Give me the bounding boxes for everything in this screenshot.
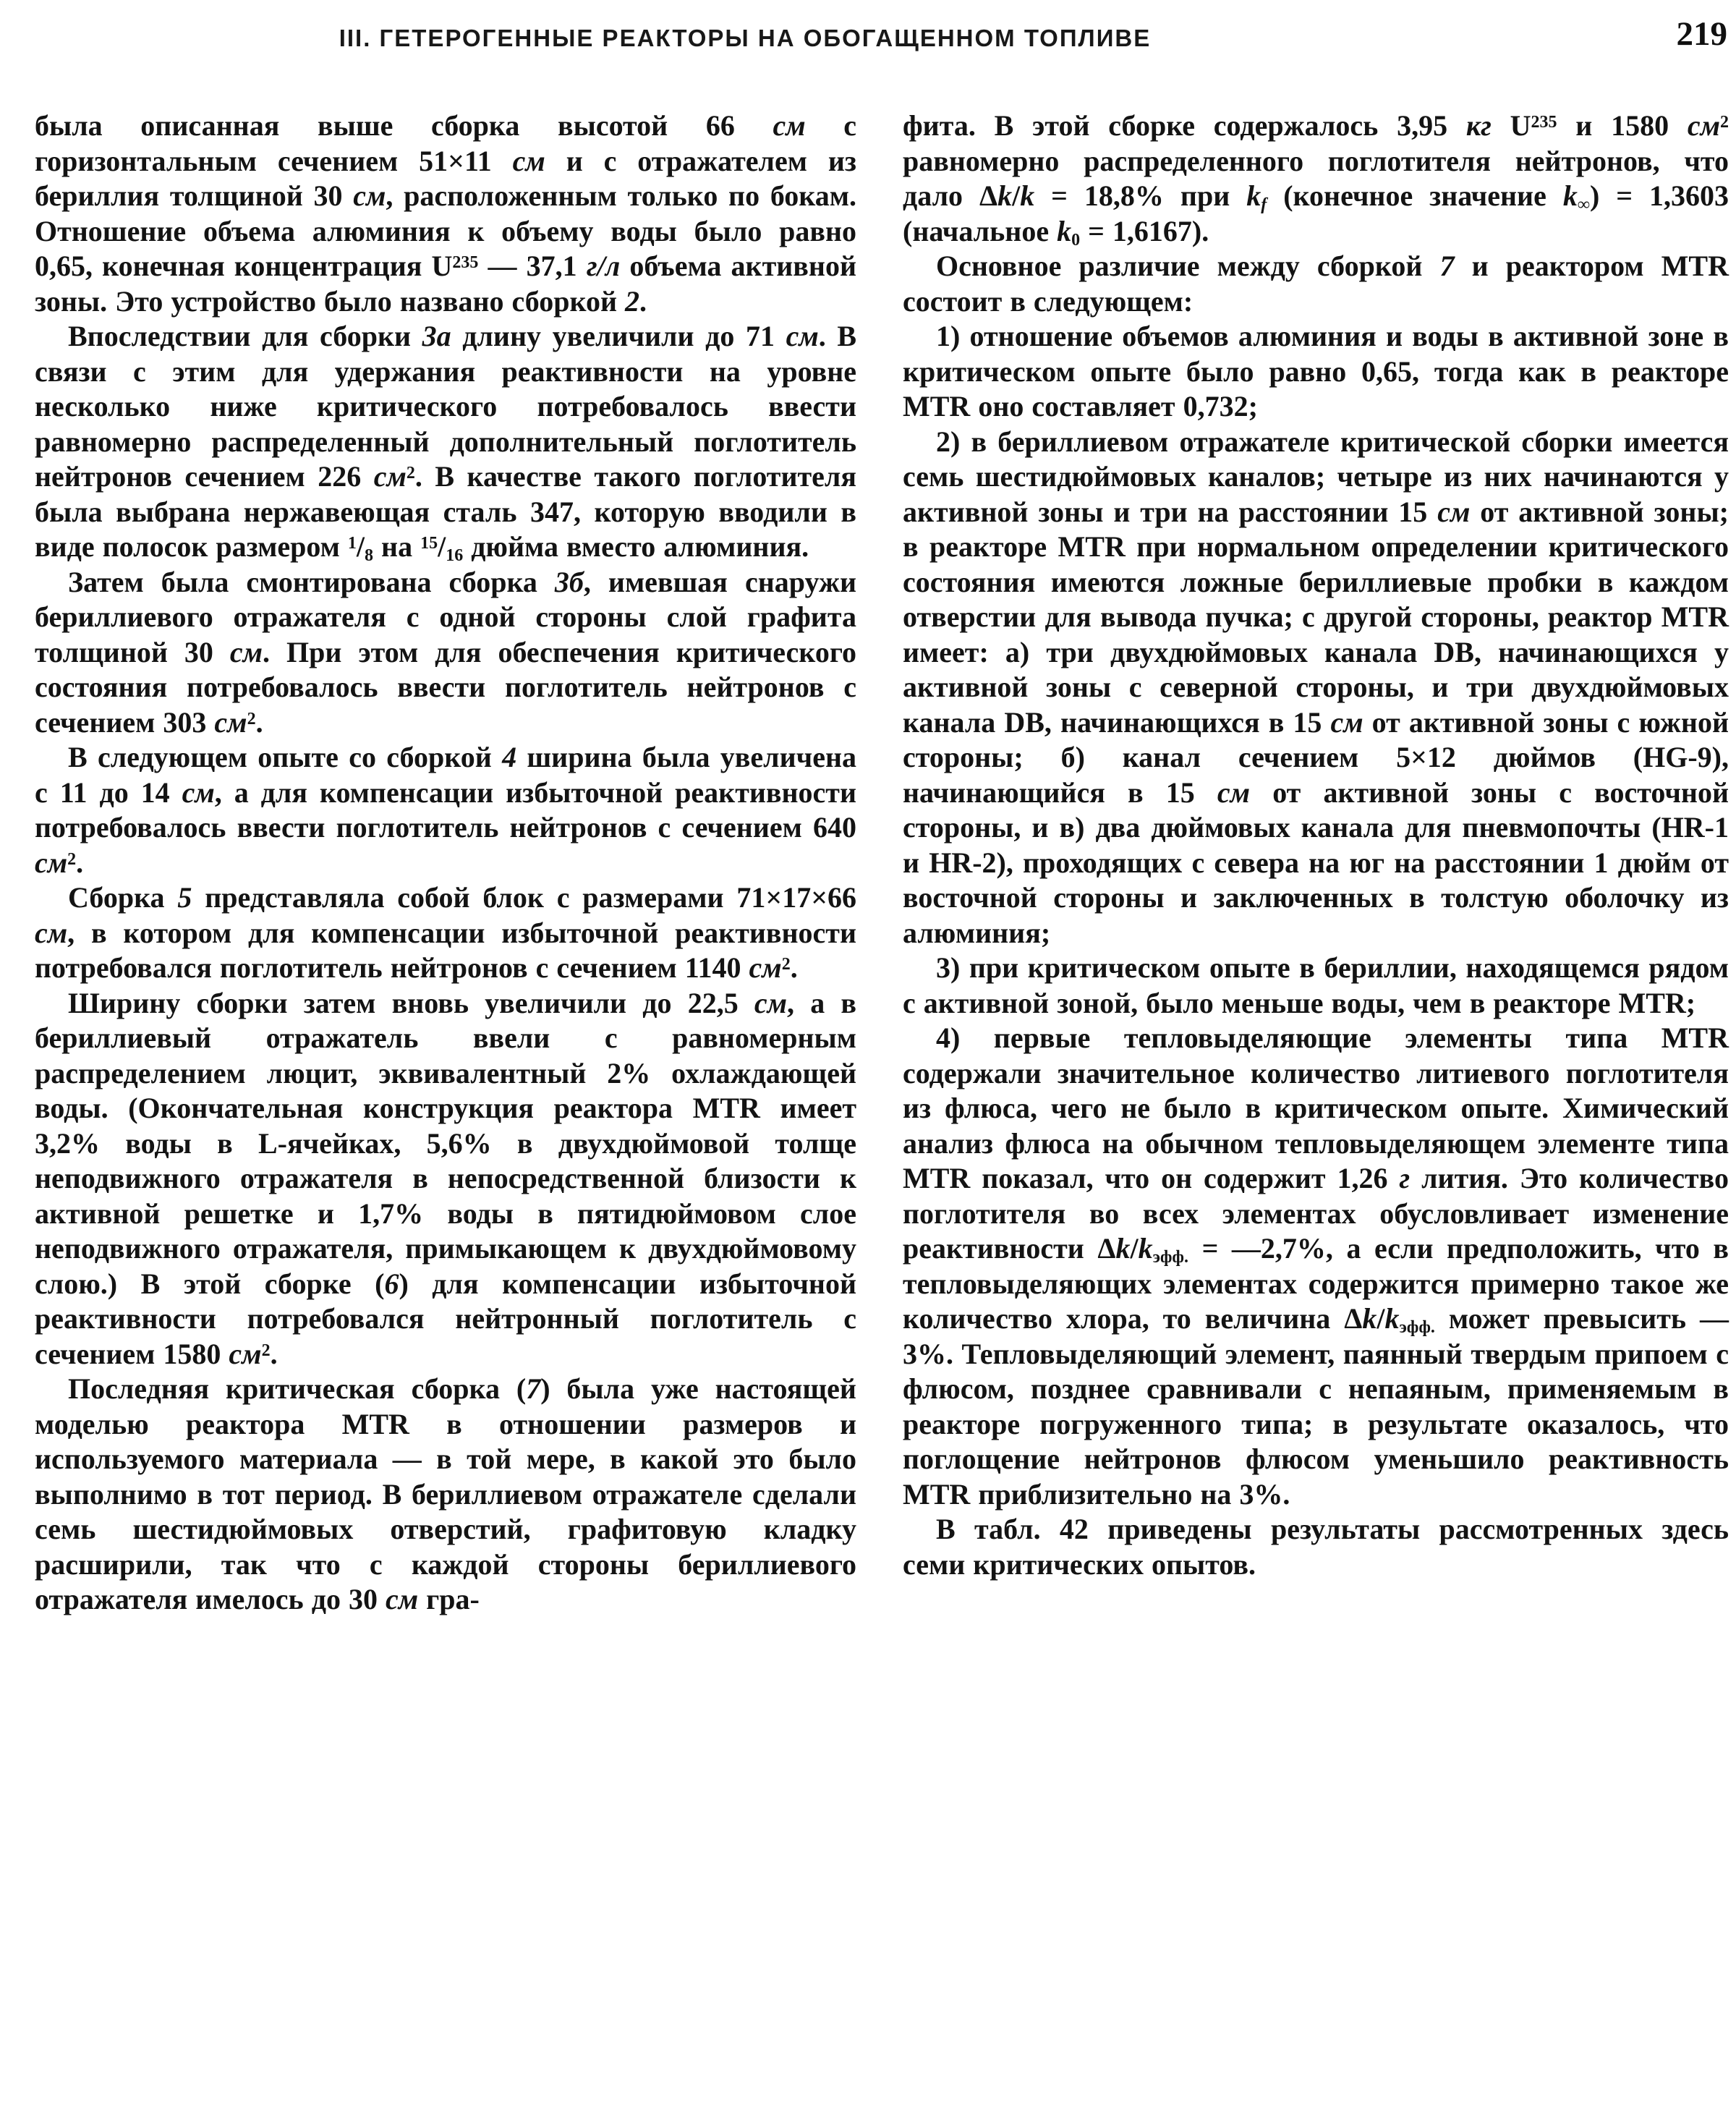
text-run: см <box>35 916 68 949</box>
text-run: k <box>997 179 1013 212</box>
text-run: см <box>229 635 263 668</box>
text-run: см <box>749 951 782 984</box>
text-run: 7 <box>1439 250 1455 282</box>
text-run: см <box>229 1337 262 1370</box>
text-run: 0 <box>1071 230 1081 250</box>
text-run: 6 <box>384 1267 399 1300</box>
paragraph: была описанная выше сборка высотой 66 см с горизонтальным сечением 51×11 см и с отражателем из бериллия толщиной 30 см, расположенным только по бокам. Отношение объема алюминия к объему воды было равно 0,65, конечная концентрация $U^{235}$ — 37,1 г/л объема активной зоны. Это устройство было названо сборкой 2. <box>35 109 857 318</box>
text-run: 235 <box>452 253 479 273</box>
text-run: 2 <box>781 955 791 974</box>
paragraph: В табл. 42 приведены результаты рассмотренных здесь семи критических опытов. <box>903 1513 1729 1581</box>
text-run: k <box>1246 179 1261 212</box>
page-header <box>35 15 1727 61</box>
page-number: 219 <box>1676 15 1727 53</box>
text-run: см <box>1437 495 1471 528</box>
text-run: эфф. <box>1152 1248 1189 1267</box>
paragraph: Ширину сборки затем вновь увеличили до 22,5 см, а в бериллиевый отражатель ввели с равномерным распределением люцит, эквивалентный 2% охлаждающей воды. (Окончательная конструкция реактора MTR имеет 3,2% воды в L-ячейках, 5,6% в двухдюймовой толще неподвижного отражателя в непосредственной близости к активной решетке и 1,7% воды в пятидюймовом слое неподвижного отражателя, примыкающем к двухдюймовому слою.) В этой сборке (6) для компенсации избыточной реактивности потребовался нейтронный поглотитель с сечением 1580 $см^2$. <box>35 986 856 1370</box>
text-run: 2 <box>247 709 256 728</box>
text-run: k <box>1384 1302 1400 1335</box>
paragraph: Впоследствии для сборки 3а длину увеличили до 71 см. В связи с этим для удержания реактивности на уровне несколько ниже критического потребовалось ввести равномерно распределенный дополнительный поглотитель нейтронов сечением 226 $см^2$. В качестве такого поглотителя была выбрана нержавеющая сталь 347, которую вводили в виде полосок размером $^1$/8 на $^{15}$/16 дюйма вместо алюминия. <box>35 320 856 566</box>
text-run: 5 <box>177 881 192 914</box>
text-run: 3а <box>422 320 451 352</box>
paragraph: 1) отношение объемов алюминия и воды в активной зоне в критическом опыте было равно 0,65, тогда как в реакторе MTR оно составляет 0,732; <box>903 320 1729 422</box>
text-run: см <box>35 846 68 879</box>
running-title: III. ГЕТЕРОГЕННЫЕ РЕАКТОРЫ НА ОБОГАЩЕННОМ ТОПЛИВЕ <box>339 25 1152 51</box>
text-run: 8 <box>365 546 374 566</box>
text-run: см <box>512 144 545 177</box>
text-run: 3б <box>554 565 584 598</box>
text-run: k <box>1057 214 1072 247</box>
text-run: кг <box>1465 109 1492 142</box>
text-run: см <box>385 1583 419 1615</box>
text-run: k <box>1115 1232 1131 1265</box>
paragraph: Затем была смонтирована сборка 3б, имевшая снаружи бериллиевого отражателя с одной стороны слой графита толщиной 30 см. При этом для обеспечения критического состояния потребовалось ввести поглотитель нейтронов с сечением 303 $см^2$. <box>35 565 856 739</box>
paragraph: В следующем опыте со сборкой 4 ширина была увеличена с 11 до 14 см, а для компенсации избыточной реактивности потребовалось ввести поглотитель нейтронов с сечением 640 $см^2$. <box>35 741 856 879</box>
text-run: см <box>353 179 386 212</box>
text-run: k <box>1562 179 1578 212</box>
text-run: см <box>1687 109 1721 142</box>
text-run: см <box>373 460 407 493</box>
text-run: см <box>214 705 247 739</box>
text-run: 2 <box>406 464 415 483</box>
paragraph: фита. В этой сборке содержалось 3,95 кг $U^{235}$ и 1580 $см^2$ равномерно распределенного поглотителя нейтронов, что дало Δk/k = 18,8% при kf (конечное значение k∞) = 1,3603 (начальное k0 = 1,6167). <box>903 109 1729 250</box>
text-run: 2 <box>625 284 640 318</box>
paragraph: 2) в бериллиевом отражателе критической сборки имеется семь шестидюймовых каналов; четыре из них начинаются у активной зоны и три на расстоянии 15 см от активной зоны; в реакторе MTR при нормальном определении критического состояния имеются ложные бериллиевые пробки в каждом отверстии для вывода пучка; с другой стороны, реактор MTR имеет: а) три двухдюймовых канала DB, начинающихся у активной зоны с северной стороны, и три двухдюймовых канала DB, начинающихся в 15 см от активной зоны с южной стороны; б) канал сечением 5×12 дюймов (HG-9), начинающийся в 15 см от активной зоны с восточной стороны, и в) два дюймовых канала для пневмопочты (HR-1 и HR-2), проходящих с севера на юг на расстоянии 1 дюйм от восточной стороны и заключенных в толстую оболочку из алюминия; <box>903 425 1729 949</box>
text-body <box>35 109 1729 1618</box>
text-run: см <box>786 320 819 352</box>
text-run: k <box>1138 1232 1153 1265</box>
text-run: ∞ <box>1577 195 1590 215</box>
text-run: см <box>182 776 215 809</box>
text-run: г <box>1399 1162 1410 1194</box>
right-column <box>903 109 1729 1618</box>
text-run: f <box>1261 195 1267 215</box>
text-run: см <box>754 986 788 1019</box>
text-run: k <box>1362 1302 1377 1335</box>
text-run: k <box>1020 179 1035 212</box>
paragraph: 3) при критическом опыте в бериллии, находящемся рядом с активной зоной, было меньше воды, чем в реакторе MTR; <box>903 951 1729 1019</box>
text-run: 16 <box>446 546 464 566</box>
text-run: 235 <box>1531 113 1557 132</box>
paragraph: 4) первые тепловыделяющие элементы типа MTR содержали значительное количество литиевого поглотителя из флюса, чего не было в критическом опыте. Химический анализ флюса на обычном тепловыделяющем элементе типа MTR показал, что он содержит 1,26 г лития. Это количество поглотителя во всех элементах обусловливает изменение реактивности Δk/kэфф. = —2,7%, а если предположить, что в тепловыделяющих элементах содержится примерно такое же количество хлора, то величина Δk/kэфф. может превысить —3%. Тепловыделяющий элемент, паянный твердым припоем с флюсом, позднее сравнивали с непаяным, применяемым в реакторе погруженного типа; в результате оказалось, что поглощение нейтронов флюсом уменьшило реактивность MTR приблизительно на 3%. <box>903 1021 1729 1511</box>
text-run: см <box>1330 705 1363 739</box>
paragraph: Основное различие между сборкой 7 и реактором MTR состоит в следующем: <box>903 250 1729 318</box>
text-run: 2 <box>67 849 77 869</box>
text-run: 4 <box>502 741 517 773</box>
paragraph: Сборка 5 представляла собой блок с размерами 71×17×66 см, в котором для компенсации избыточной реактивности потребовался поглотитель нейтронов с сечением 1140 $см^2$. <box>35 881 856 984</box>
left-column <box>35 109 856 1618</box>
text-run: 15 <box>420 534 438 553</box>
text-run: 2 <box>1720 113 1729 132</box>
text-run: г/л <box>586 250 621 282</box>
text-run: см <box>1217 776 1251 809</box>
text-run: эфф. <box>1399 1318 1435 1338</box>
text-run: 7 <box>526 1372 541 1405</box>
text-run: см <box>773 109 806 142</box>
paragraph: Последняя критическая сборка (7) была уже настоящей моделью реактора MTR в отношении размеров и используемого материала — в той мере, в какой это было выполнимо в тот период. В бериллиевом отражателе сделали семь шестидюймовых отверстий, графитовую кладку расширили, так что с каждой стороны бериллиевого отражателя имелось до 30 см гра- <box>35 1372 856 1615</box>
text-run: 1 <box>347 534 357 553</box>
text-run: 2 <box>261 1341 271 1360</box>
